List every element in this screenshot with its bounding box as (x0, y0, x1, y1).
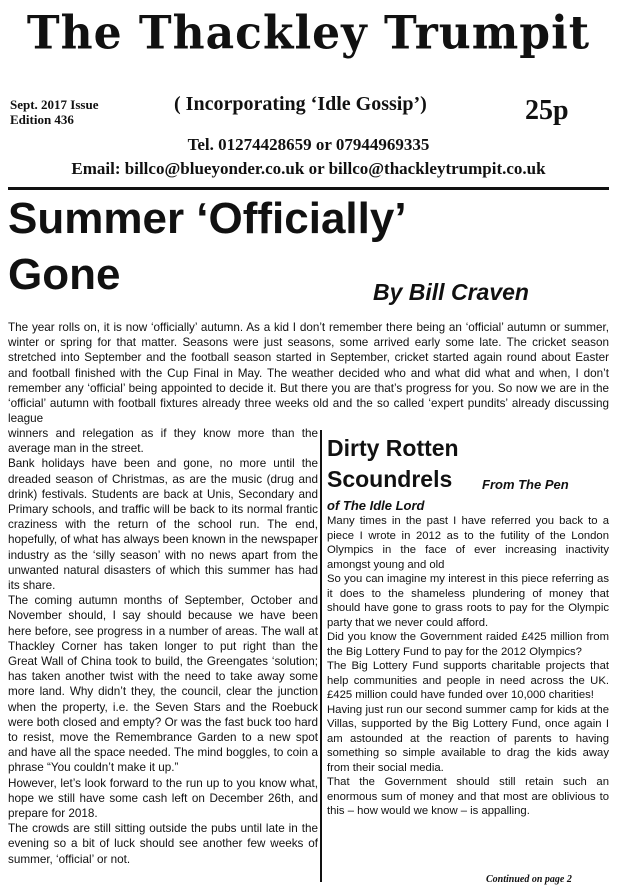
column-divider (320, 430, 322, 882)
masthead-title: The Thackley Trumpit (26, 6, 591, 61)
issue-date: Sept. 2017 Issue (10, 97, 99, 112)
sidebar-from-line-2: of The Idle Lord (327, 498, 425, 513)
article-paragraph: The crowds are still sitting outside the pubs until late in the evening so a bit of luck should see another few weeks of summer, ‘official’ or not. (8, 822, 318, 866)
sidebar-paragraph: The Big Lottery Fund supports charitable projects that help communities and people in need across the UK. £425 million could have funded over 10,000 charities! (327, 660, 609, 701)
headline-line-1: Summer ‘Officially’ (8, 194, 407, 243)
article-intro: The year rolls on, it is now ‘officially’ autumn. As a kid I don’t remember there being an ‘official’ autumn or summer, winter or spring for that matter. Seasons were just seasons, some arrived early some late. The cricket season stretched into September and the football season started in September, cricket started again round about Easter and football finished with the Cup Final in May. The weather decided who and what did what and when, I don’t remember any ‘official’ being appointed to decide it. But there you are that’s progress for you. So now we are in the ‘official’ autumn with football fixtures already three weeks old and the so called ‘expert pundits’ already discussing league (8, 321, 609, 426)
byline: By Bill Craven (373, 279, 529, 305)
sidebar-paragraph: Many times in the past I have referred you back to a piece I wrote in 2012 as to the futility of the London Olympics in the face of ever increasing inactivity amongst young and old (327, 515, 609, 571)
sidebar-paragraph: Having just run our second summer camp for kids at the Villas, supported by the Big Lottery Fund, once again I am astounded at the reaction of parents to having something so simple available to drag the kids away from their social media. (327, 703, 609, 774)
article-paragraph: Bank holidays have been and gone, no more until the dreaded season of Christmas, as are the music (drug and drink) festivals. Students are back at Unis, Secondary and Primary schools, and traffic will be back to its normal frantic craziness with the return of the school run. The end, hopefully, of what has always been known in the newspaper industry as the ‘silly season’ with no news apart from the unwanted natural disasters of which this summer has had its share. (8, 457, 318, 593)
sidebar-paragraph: That the Government should still retain such an enormous sum of money and that most are oblivious to this – how would we know – is appalling. (327, 776, 609, 817)
article-paragraph: However, let’s look forward to the run up to you know what, hope we still have some cash left on December 26th, and prepare for 2018. (8, 776, 318, 821)
article-column (8, 426, 318, 867)
edition-number: Edition 436 (10, 112, 74, 127)
masthead-subtitle: ( Incorporating ‘Idle Gossip’) (174, 93, 427, 115)
sidebar-paragraph: Did you know the Government raided £425 million from the Big Lottery Fund to pay for the 2012 Olympics? (327, 631, 609, 658)
article-paragraph: The coming autumn months of September, October and November should, I say should because we have been here before, see progress in a number of areas. The wall at Thackley Corner has taken longer to put right than the Great Wall of China took to build, the Greengates ‘solution; has taken another twist with the need to take away some more land. Why didn’t they, the council, clear the junction when the property, i.e. the Seven Stars and the Roebuck were both closed and empty? Or was the fast buck too hard to resist, move the Remembrance Garden to a new spot and have all the space needed. The mind boggles, to coin a phrase “You couldn’t make it up.” (8, 594, 318, 775)
masthead-rule (8, 187, 609, 190)
sidebar-paragraph: So you can imagine my interest in this piece referring as it does to the shameless plundering of money that should have gone to grass roots to pay for the Olympic party that we never could afford. (327, 573, 609, 629)
sidebar-from-line-1: From The Pen (482, 477, 569, 492)
headline-line-2: Gone (8, 250, 121, 299)
sidebar-title-line-1: Dirty Rotten (327, 435, 459, 461)
headline (8, 191, 407, 303)
email: Email: billco@blueyonder.co.uk or billco@thackleytrumpit.co.uk (71, 159, 546, 178)
continued-note: Continued on page 2 (486, 874, 572, 885)
sidebar-body (327, 514, 609, 819)
sidebar-title-line-2: Scoundrels (327, 466, 453, 492)
article-paragraph: winners and relegation as if they know more than the average man in the street. (8, 427, 318, 456)
price: 25p (525, 95, 569, 126)
telephone: Tel. 01274428659 or 07944969335 (187, 135, 430, 154)
issue-info (10, 97, 99, 127)
